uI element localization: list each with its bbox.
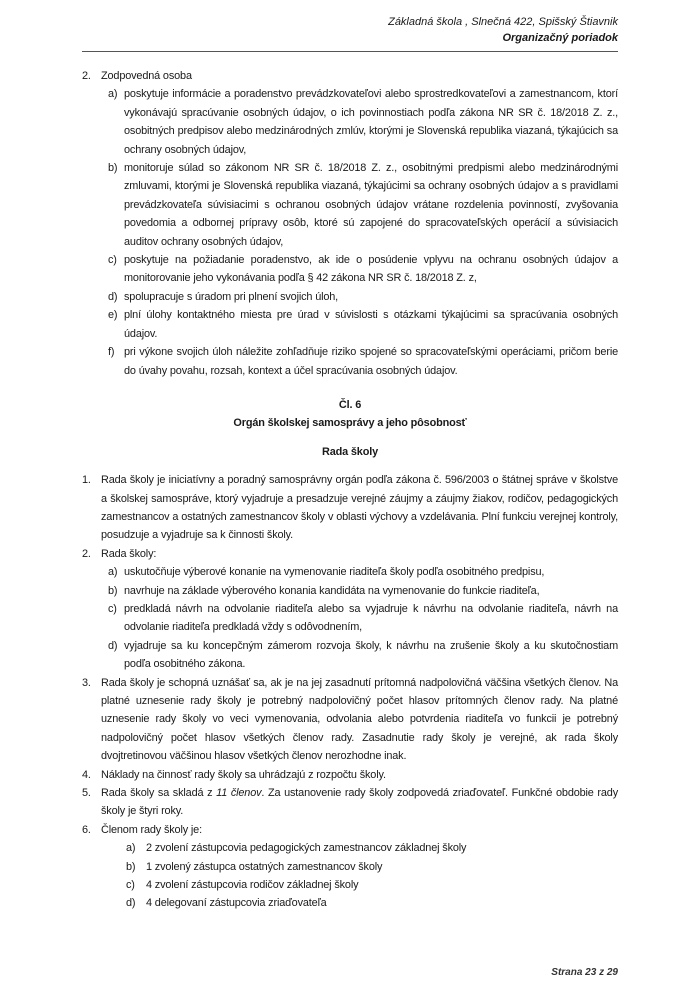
list-letter: d)	[108, 639, 118, 652]
list-letter: a)	[108, 88, 118, 101]
chapter-title: Orgán školskej samosprávy a jeho pôsobnosť	[233, 417, 467, 430]
list-item	[82, 288, 618, 306]
list-text: 2 zvolení zástupcovia pedagogických zamestnancov základnej školy	[146, 842, 467, 855]
list-item	[82, 858, 618, 876]
item-number: 5.	[82, 787, 91, 800]
list-text: spolupracuje s úradom pri plnení svojich úloh,	[124, 290, 339, 303]
list-item	[82, 876, 618, 894]
list-letter: d)	[126, 897, 136, 910]
item-text: Rada školy:	[101, 547, 157, 560]
numbered-item-4	[82, 766, 618, 784]
section-item-2	[82, 67, 618, 85]
item-text-start: Rada školy sa skladá z	[101, 787, 217, 800]
header-school: Základná škola , Slnečná 422, Spišský Štiavnik	[388, 16, 618, 28]
list-text: 4 delegovaní zástupcovia zriaďovateľa	[146, 897, 327, 910]
item-text: Náklady na činnosť rady školy sa uhrádzajú z rozpočtu školy.	[101, 768, 386, 781]
item-number: 2.	[82, 547, 91, 560]
list-letter: d)	[108, 290, 118, 303]
item-text-end: . Za ustanovenie rady školy zodpovedá zriaďovateľ. Funkčné obdobie rady školy je štyri roky.	[101, 787, 618, 818]
list-letter: b)	[126, 860, 136, 873]
list-text: 4 zvolení zástupcovia rodičov základnej školy	[146, 879, 359, 892]
list-item	[82, 85, 618, 159]
list-letter: a)	[108, 566, 118, 579]
list-text: pri výkone svojich úloh náležite zohľadňuje riziko spojené so spracovateľskými operáciami, pričom berie do úvahy povahu, rozsah, kontext a účel spracúvania osobných údajov.	[124, 346, 618, 377]
list-letter: b)	[108, 162, 118, 175]
item-number: 4.	[82, 768, 91, 781]
list-text: navrhuje na základe výberového konania kandidáta na vymenovanie do funkcie riaditeľa,	[124, 584, 540, 597]
page-header	[388, 14, 618, 46]
numbered-item-3	[82, 674, 618, 766]
responsible-person-duties	[82, 85, 618, 380]
numbered-item-6	[82, 821, 618, 839]
list-item	[82, 343, 618, 380]
list-item	[82, 894, 618, 912]
list-letter: a)	[126, 842, 136, 855]
list-item	[82, 159, 618, 251]
list-item	[82, 582, 618, 600]
header-divider	[82, 51, 618, 52]
item-number: 1.	[82, 474, 91, 487]
list-text: poskytuje na požiadanie poradenstvo, ak ide o posúdenie vplyvu na ochranu osobných údajov a monitorovanie jeho vykonávania podľa § 42 zákona NR SR č. 18/2018 Z. z,	[124, 254, 618, 285]
item-text: Rada školy je schopná uznášať sa, ak je na jej zasadnutí prítomná nadpolovičná väčšina všetkých členov. Na platné uznesenie rady školy je potrebný nadpolovičný počet hlasov prítomných členov rady. Na platné uznesenie rady školy vo veci vymenovania, odvolania alebo potvrdenia riaditeľa vo funkcii je potrebný nadpolovičný počet hlasov všetkých členov rady. Zasadnutie rady školy je verejné, ak rada školy dvojtretinovou väčšinou hlasov všetkých členov nerozhodne inak.	[101, 676, 618, 763]
list-text: monitoruje súlad so zákonom NR SR č. 18/2018 Z. z., osobitnými predpismi alebo medzinárodnými zmluvami, ktorými je Slovenská republika viazaná, týkajúcimi sa ochrany osobných údajov a s pravidlami prevádzkovateľa súvisiacimi s ochranou osobných údajov vrátane rozdelenia povinností, zvyšovania povedomia a odbornej prípravy osôb, ktoré sú zapojené do spracovateľských operácií a súvisiacich auditov ochrany osobných údajov,	[124, 162, 618, 248]
list-letter: f)	[108, 346, 115, 359]
list-text: poskytuje informácie a poradenstvo prevádzkovateľovi alebo sprostredkovateľovi a zamestnancom, ktorí vykonávajú spracúvanie osobných údajov, o ich povinnostiach podľa zákona NR SR č. 18/2018 Z. z., osobitných predpisov alebo medzinárodných zmlúv, ktorými je Slovenská republika viazaná, týkajúcich sa ochrany osobných údajov,	[124, 88, 618, 156]
list-letter: b)	[108, 584, 118, 597]
numbered-item-5	[82, 784, 618, 821]
item-number: 3.	[82, 676, 91, 689]
list-text: uskutočňuje výberové konanie na vymenovanie riaditeľa školy podľa osobitného predpisu,	[124, 566, 545, 579]
list-letter: c)	[108, 254, 117, 267]
list-item	[82, 839, 618, 857]
item-text: Rada školy je iniciatívny a poradný samosprávny orgán podľa zákona č. 596/2003 o štátnej správe v školstve a školskej samospráve, ktorý vyjadruje a presadzuje verejné záujmy a záujmy žiakov, rodičov, pedagogických zamestnancov a ostatných zamestnancov školy v oblasti výchovy a vzdelávania. Plní funkciu verejnej kontroly, posudzuje a vyjadruje sa k činnosti školy.	[101, 474, 618, 542]
list-text: predkladá návrh na odvolanie riaditeľa alebo sa vyjadruje k návrhu na odvolanie riaditeľa, návrh na odvolanie riaditeľa predkladá vždy s odôvodnením,	[124, 602, 618, 634]
header-document-title: Organizačný poriadok	[502, 32, 618, 44]
list-text: plní úlohy kontaktného miesta pre úrad v súvislosti s otázkami týkajúcimi sa spracúvania osobných údajov.	[124, 309, 618, 340]
item-number: 2.	[82, 70, 91, 82]
chapter-subtitle: Rada školy	[321, 445, 378, 458]
list-letter: e)	[108, 309, 118, 322]
list-item	[82, 251, 618, 288]
item-text: Členom rady školy je:	[101, 823, 202, 836]
item-number: 6.	[82, 823, 91, 836]
board-members	[82, 839, 618, 913]
page-content	[82, 67, 618, 913]
list-item	[82, 637, 618, 674]
member-count: 11 členov	[216, 787, 262, 800]
numbered-item-2	[82, 545, 618, 563]
list-letter: c)	[126, 879, 135, 892]
list-item	[82, 306, 618, 343]
school-board-powers	[82, 563, 618, 673]
item-title: Zodpovedná osoba	[101, 70, 192, 82]
list-letter: c)	[108, 602, 117, 615]
chapter-number: Čl. 6	[338, 398, 362, 411]
list-item	[82, 600, 618, 637]
numbered-item-1	[82, 471, 618, 545]
list-text: 1 zvolený zástupca ostatných zamestnancov školy	[146, 860, 383, 873]
list-item	[82, 563, 618, 581]
list-text: vyjadruje sa ku koncepčným zámerom rozvoja školy, k návrhu na zrušenie školy a ku skutočnostiam podľa osobitného zákona.	[124, 639, 618, 671]
page-number: Strana 23 z 29	[551, 967, 618, 978]
